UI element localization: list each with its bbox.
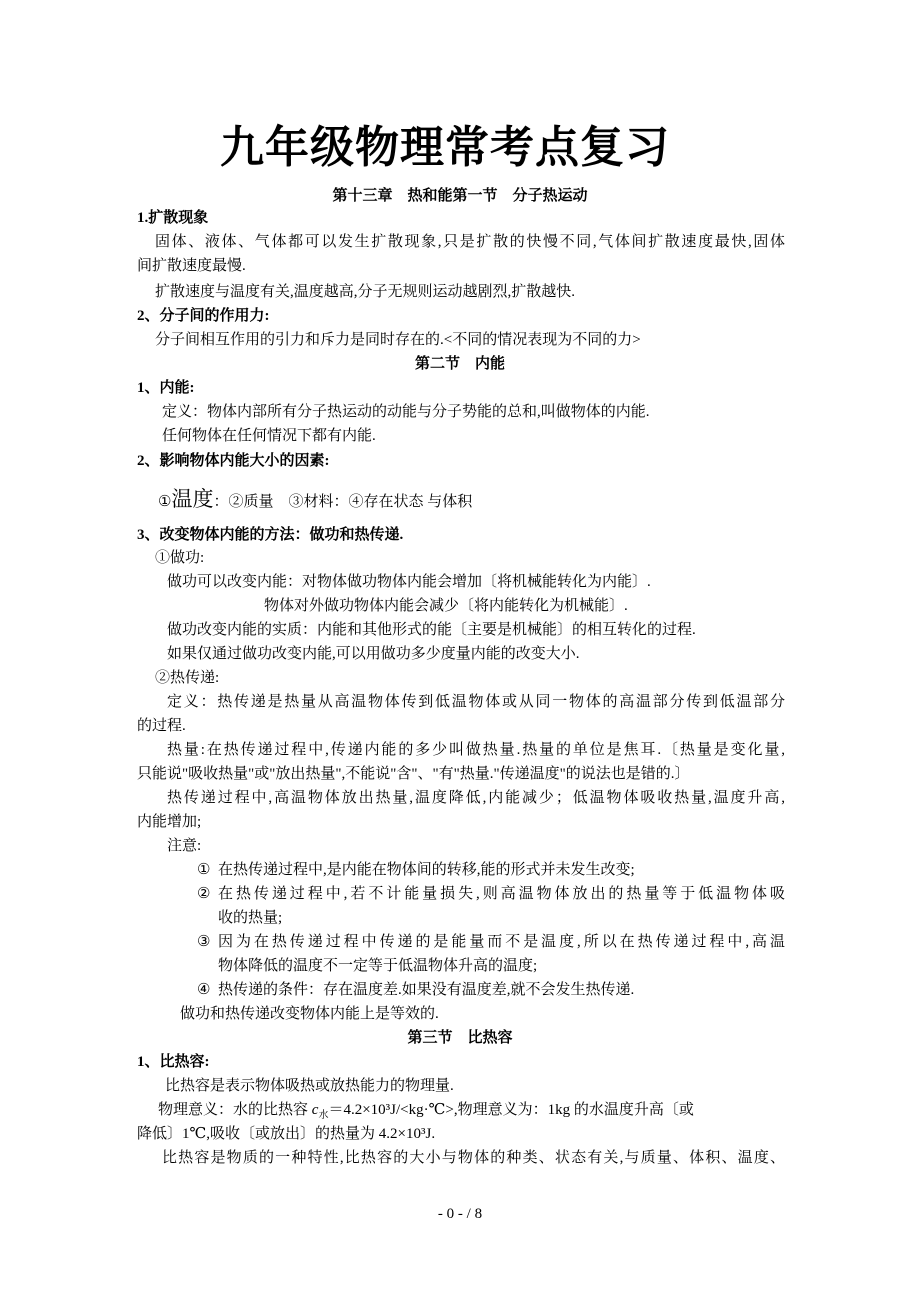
factor-rest: ：②质量 ③材料：④存在状态 与体积 [213, 494, 473, 510]
paragraph: 如果仅通过做功改变内能,可以用做功多少度量内能的改变大小. [167, 646, 580, 662]
note-number: ④ [197, 982, 211, 998]
note-item: 在热传递过程中,若不计能量损失,则高温物体放出的热量等于低温物体吸 [218, 886, 785, 902]
paragraph: 定义：物体内部所有分子热运动的动能与分子势能的总和,叫做物体的内能. [162, 404, 650, 420]
subheading-heat-transfer: ②热传递: [155, 670, 220, 686]
heading-diffusion: 1.扩散现象 [137, 210, 209, 226]
symbol-c: c [311, 1102, 319, 1118]
paragraph: 间扩散速度最慢. [137, 258, 246, 274]
heading-factors: 2、影响物体内能大小的因素: [137, 453, 330, 469]
paragraph: 内能增加; [137, 814, 202, 830]
paragraph-water-heat [158, 1100, 694, 1126]
paragraph: 比热容是表示物体吸热或放热能力的物理量. [165, 1078, 454, 1094]
factor-number: ① [158, 494, 172, 510]
note-item: 热传递的条件：存在温度差.如果没有温度差,就不会发生热传递. [218, 982, 635, 998]
page-number: - 0 - / 8 [437, 1206, 483, 1222]
paragraph: 做功改变内能的实质：内能和其他形式的能〔主要是机械能〕的相互转化的过程. [167, 622, 696, 638]
subscript-water: 水 [318, 1110, 329, 1121]
document-title: 九年级物理常考点复习 [220, 123, 670, 172]
paragraph: 物体对外做功物体内能会减少〔将内能转化为机械能〕. [264, 598, 628, 614]
paragraph: 做功和热传递改变物体内能上是等效的. [180, 1006, 439, 1022]
note-item: 因为在热传递过程中传递的是能量而不是温度,所以在热传递过程中,高温 [218, 934, 785, 950]
paragraph: 做功可以改变内能：对物体做功物体内能会增加〔将机械能转化为内能〕. [167, 574, 651, 590]
paragraph: 降低〕1℃,吸收〔或放出〕的热量为 4.2×10³J. [137, 1126, 436, 1142]
subheading-work: ①做功: [155, 550, 205, 566]
note-number: ① [197, 862, 211, 878]
heading-specific-heat: 1、比热容: [137, 1054, 210, 1070]
section-heading: 第二节 内能 [414, 356, 505, 372]
paragraph: 热量:在热传递过程中,传递内能的多少叫做热量.热量的单位是焦耳.〔热量是变化量, [167, 742, 785, 758]
paragraph: 分子间相互作用的引力和斥力是同时存在的.<不同的情况表现为不同的力> [155, 332, 641, 348]
note-item-cont: 收的热量; [218, 910, 283, 926]
note-number: ② [197, 886, 211, 902]
paragraph: 热传递过程中,高温物体放出热量,温度降低,内能减少；低温物体吸收热量,温度升高, [167, 790, 785, 806]
chapter-heading: 第十三章 热和能第一节 分子热运动 [332, 188, 588, 204]
heading-molecular-force: 2、分子间的作用力: [137, 308, 270, 324]
factors-line [158, 486, 472, 515]
section-heading: 第三节 比热容 [407, 1030, 513, 1046]
factor-temperature: 温度 [171, 487, 214, 511]
paragraph: 只能说"吸收热量"或"放出热量",不能说"含"、"有"热量."传递温度"的说法也是错的.〕 [137, 766, 690, 782]
text: ＝4.2×10³J/<kg·℃>,物理意义为：1kg 的水温度升高〔或 [328, 1102, 694, 1118]
note-heading: 注意: [167, 838, 202, 854]
paragraph: 定义：热传递是热量从高温物体传到低温物体或从同一物体的高温部分传到低温部分 [167, 694, 785, 710]
heading-methods: 3、改变物体内能的方法：做功和热传递. [137, 527, 404, 543]
paragraph: 任何物体在任何情况下都有内能. [162, 428, 376, 444]
heading-internal-energy: 1、内能: [137, 380, 195, 396]
note-item-cont: 物体降低的温度不一定等于低温物体升高的温度; [218, 958, 538, 974]
paragraph: 扩散速度与温度有关,温度越高,分子无规则运动越剧烈,扩散越快. [155, 284, 576, 300]
note-number: ③ [197, 934, 211, 950]
paragraph: 的过程. [137, 718, 186, 734]
note-item: 在热传递过程中,是内能在物体间的转移,能的形式并未发生改变; [218, 862, 635, 878]
paragraph: 固体、液体、气体都可以发生扩散现象,只是扩散的快慢不同,气体间扩散速度最快,固体 [155, 234, 785, 250]
text: 物理意义：水的比热容 [158, 1102, 312, 1118]
paragraph: 比热容是物质的一种特性,比热容的大小与物体的种类、状态有关,与质量、体积、温度、 [162, 1150, 785, 1166]
